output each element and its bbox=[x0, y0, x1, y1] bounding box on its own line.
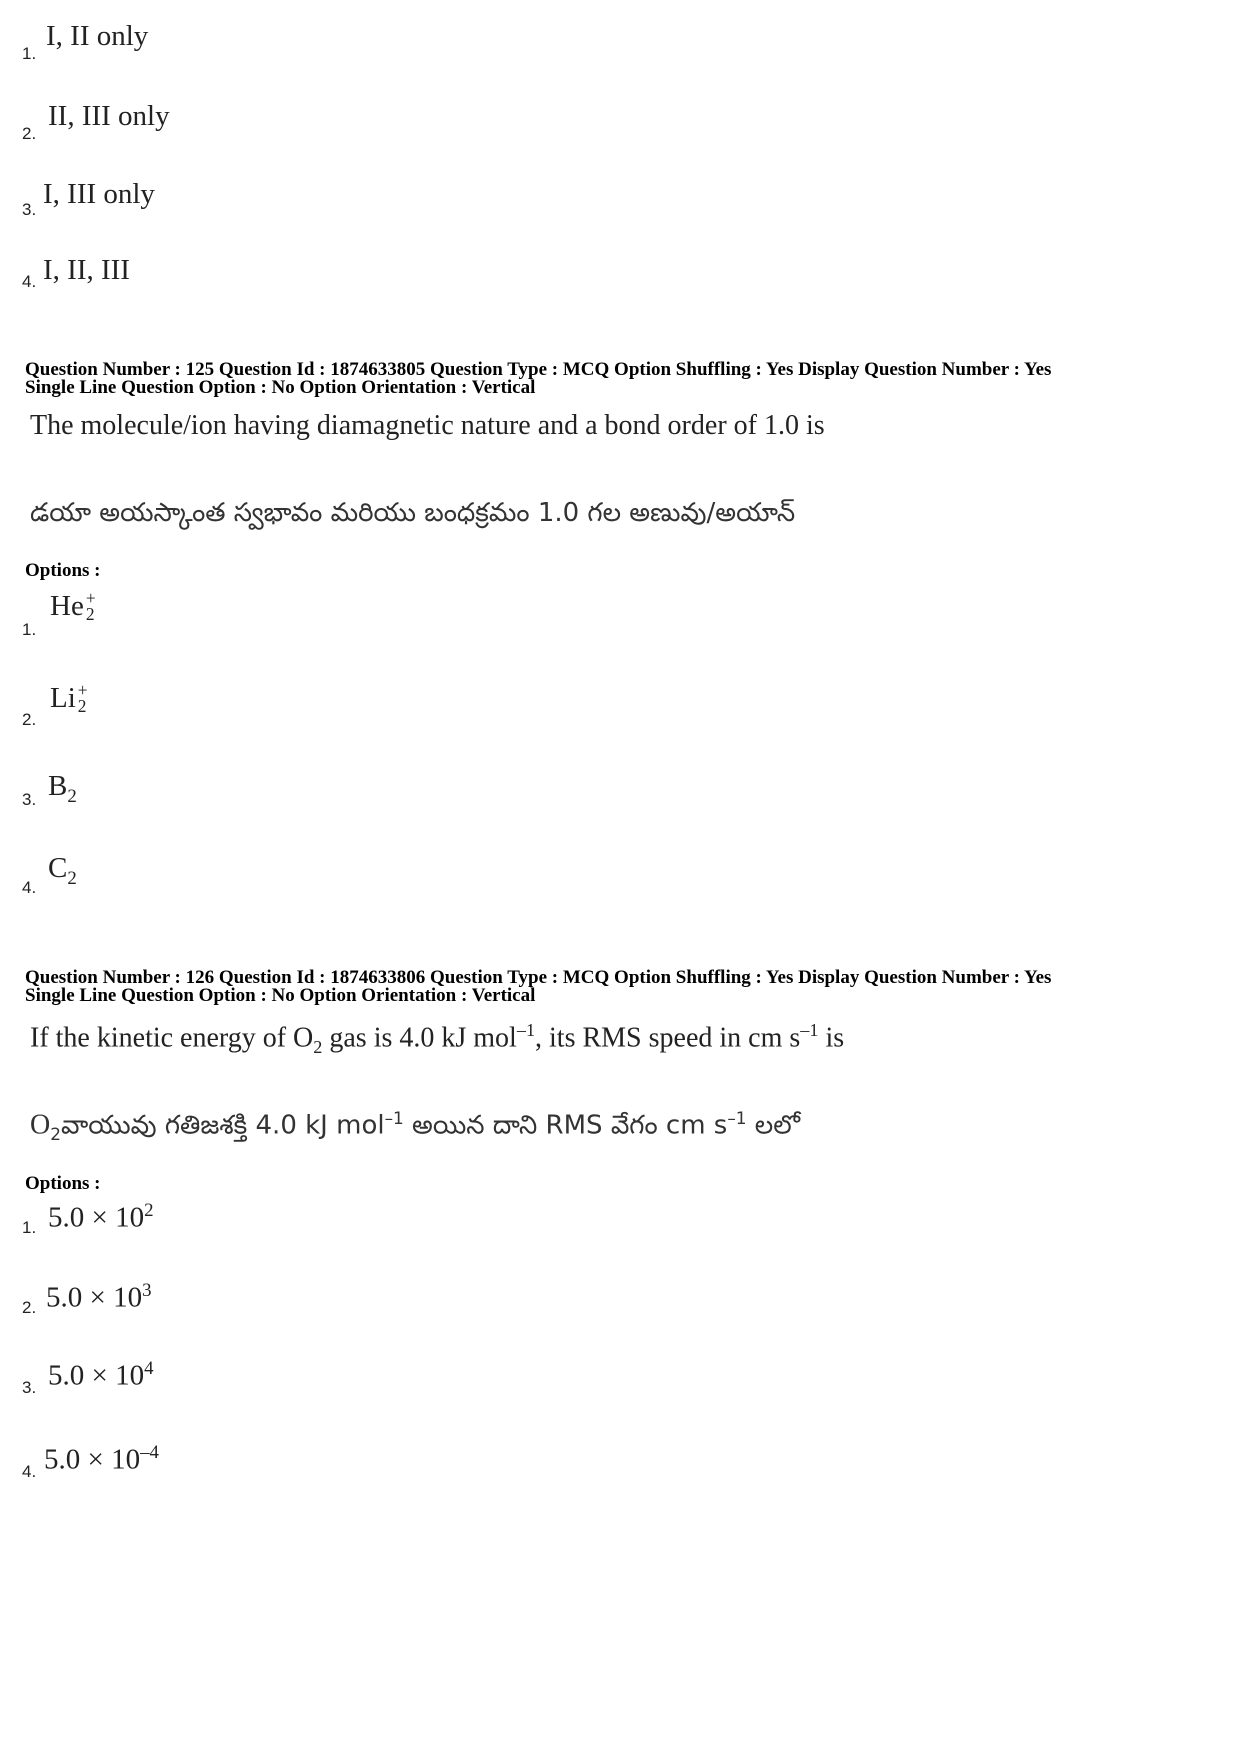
option-number: 1. bbox=[22, 1218, 37, 1237]
option-number: 3. bbox=[22, 790, 37, 809]
formula-script bbox=[77, 679, 88, 716]
option-formula bbox=[48, 852, 77, 890]
question-meta-line2: Single Line Question Option : No Option Orientation : Vertical bbox=[25, 985, 536, 1006]
option-number: 4. bbox=[22, 878, 37, 897]
value-mantissa: 5.0 × 10 bbox=[48, 1359, 145, 1392]
option-text: I, II, III bbox=[43, 254, 130, 286]
text-part: లలో bbox=[746, 1110, 800, 1141]
text-sub: 2 bbox=[50, 1123, 61, 1144]
option-number: 2. bbox=[22, 124, 37, 143]
value-exponent: 2 bbox=[144, 1200, 154, 1221]
question-text-telugu: డయా అయస్కాంత స్వభావం మరియు బంధక్రమం 1.0 గల అణువు/అయాన్ bbox=[30, 498, 796, 528]
question-meta-line1: Question Number : 125 Question Id : 1874633805 Question Type : MCQ Option Shuffling : Yes Display Question Number : Yes bbox=[25, 359, 1052, 380]
option-number: 2. bbox=[22, 1298, 37, 1317]
formula-sup: + bbox=[85, 587, 96, 608]
question-meta-line1: Question Number : 126 Question Id : 1874633806 Question Type : MCQ Option Shuffling : Yes Display Question Number : Yes bbox=[25, 967, 1052, 988]
text-part: అయిన దాని RMS వేగం cm s bbox=[403, 1110, 728, 1141]
option-number: 3. bbox=[22, 1378, 37, 1397]
text-part: If the kinetic energy of O bbox=[30, 1022, 314, 1054]
text-sup: –1 bbox=[727, 1108, 747, 1128]
option-number: 3. bbox=[22, 200, 37, 219]
option-number: 4. bbox=[22, 1462, 37, 1481]
text-sub: 2 bbox=[313, 1036, 323, 1057]
option-number: 2. bbox=[22, 710, 37, 729]
text-part: gas is 4.0 kJ mol bbox=[322, 1022, 517, 1054]
question-text-english: The molecule/ion having diamagnetic nature and a bond order of 1.0 is bbox=[30, 410, 825, 441]
value-mantissa: 5.0 × 10 bbox=[44, 1443, 141, 1476]
text-sup: –1 bbox=[384, 1108, 404, 1128]
question-meta-line2: Single Line Question Option : No Option Orientation : Vertical bbox=[25, 377, 536, 398]
value-exponent: 4 bbox=[144, 1358, 154, 1379]
text-part: is bbox=[818, 1022, 845, 1054]
formula-sub: 2 bbox=[67, 867, 77, 889]
formula-base: C bbox=[48, 852, 68, 884]
value-mantissa: 5.0 × 10 bbox=[48, 1201, 145, 1234]
value-exponent: –4 bbox=[140, 1442, 159, 1463]
option-value bbox=[46, 1280, 152, 1315]
formula-base: B bbox=[48, 770, 68, 802]
formula-sub: 2 bbox=[77, 695, 87, 716]
option-text: II, III only bbox=[48, 100, 170, 132]
formula-base: Li bbox=[50, 682, 76, 714]
option-value bbox=[48, 1358, 154, 1393]
option-number: 1. bbox=[22, 44, 37, 63]
question-text-telugu bbox=[30, 1108, 800, 1147]
option-value bbox=[48, 1200, 154, 1235]
formula-script bbox=[85, 587, 96, 624]
formula-sup: + bbox=[77, 679, 88, 700]
option-text: I, III only bbox=[43, 178, 155, 210]
option-number: 4. bbox=[22, 272, 37, 291]
value-exponent: 3 bbox=[142, 1280, 152, 1301]
formula-sub: 2 bbox=[85, 603, 95, 624]
option-formula bbox=[50, 587, 96, 624]
formula-base: He bbox=[50, 590, 84, 622]
text-part: , its RMS speed in cm s bbox=[535, 1022, 801, 1054]
question-text-english bbox=[30, 1020, 844, 1058]
options-label: Options : bbox=[25, 560, 101, 581]
value-mantissa: 5.0 × 10 bbox=[46, 1281, 143, 1314]
option-text: I, II only bbox=[46, 20, 149, 52]
option-value bbox=[44, 1442, 159, 1477]
text-sup: –1 bbox=[516, 1020, 536, 1040]
option-formula bbox=[48, 770, 77, 808]
formula-sub: 2 bbox=[67, 785, 77, 807]
text-part: O bbox=[30, 1109, 51, 1141]
text-part: వాయువు గతిజశక్తి 4.0 kJ mol bbox=[60, 1110, 385, 1141]
options-label: Options : bbox=[25, 1173, 101, 1194]
text-sup: –1 bbox=[800, 1020, 819, 1040]
option-number: 1. bbox=[22, 620, 37, 639]
option-formula bbox=[50, 679, 88, 716]
